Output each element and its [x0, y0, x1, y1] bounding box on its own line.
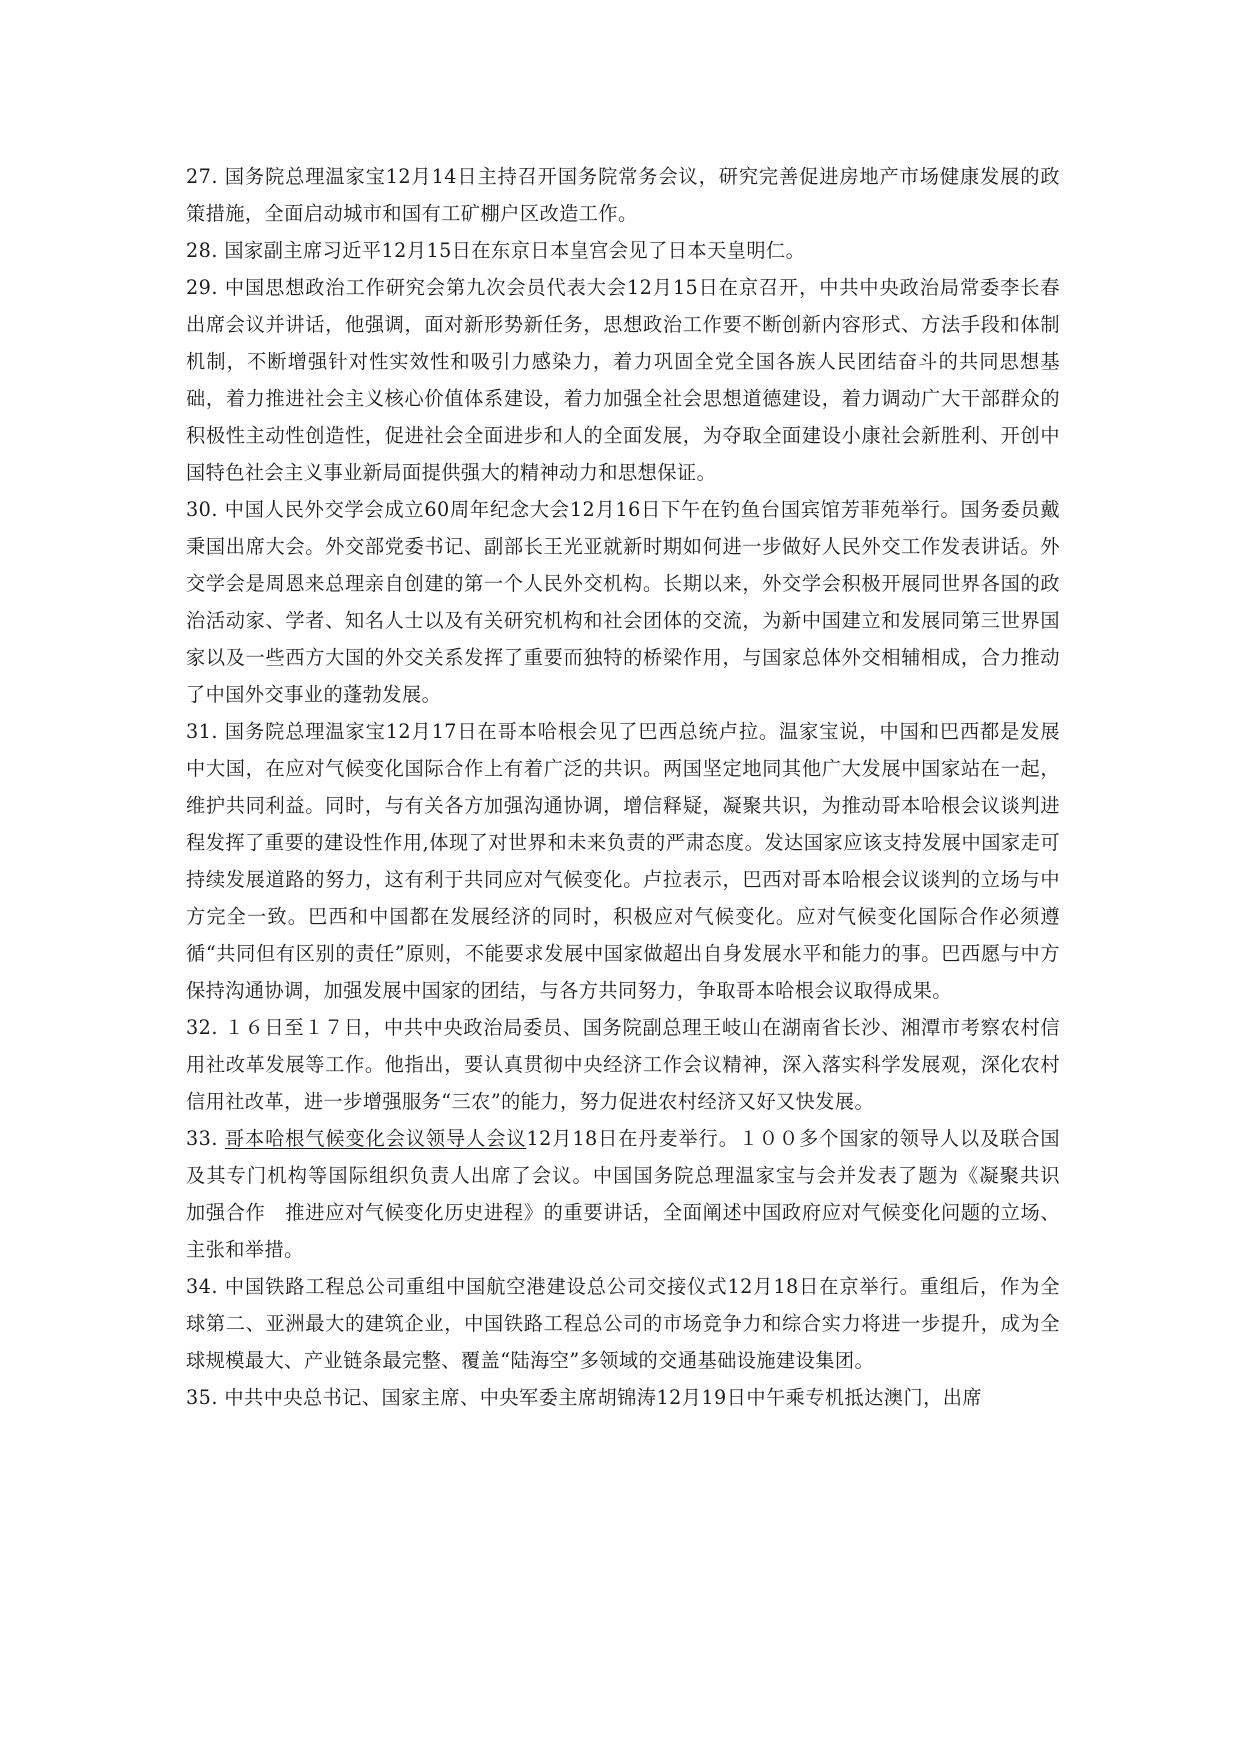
entry-33-text: 12月18日在丹麦举行。１００多个国家的领导人以及联合国及其专门机构等国际组织负责人出席了会议。中国国务院总理温家宝与会并发表了题为《凝聚共识 加强合作 推进应对气候变化历史进程》的重要讲话，全面阐述中国政府应对气候变化问题的立场、主张和举措。	[186, 1127, 1080, 1261]
entry-33-number: 33.	[186, 1127, 225, 1150]
entry-28: 28. 国家副主席习近平12月15日在东京日本皇宫会见了日本天皇明仁。	[186, 239, 806, 262]
entry-35: 35. 中共中央总书记、国家主席、中央军委主席胡锦涛12月19日中午乘专机抵达澳门，出席	[186, 1386, 982, 1409]
entry-27: 27. 国务院总理温家宝12月14日主持召开国务院常务会议，研究完善促进房地产市场健康发展的政策措施，全面启动城市和国有工矿棚户区改造工作。	[186, 165, 1060, 225]
entry-33	[186, 1120, 1080, 1268]
entry-34: 34. 中国铁路工程总公司重组中国航空港建设总公司交接仪式12月18日在京举行。重组后，作为全球第二、亚洲最大的建筑企业，中国铁路工程总公司的市场竞争力和综合实力将进一步提升，成为全球规模最大、产业链条最完整、覆盖“陆海空”多领域的交通基础设施建设集团。	[186, 1275, 1060, 1372]
entry-29: 29. 中国思想政治工作研究会第九次会员代表大会12月15日在京召开，中共中央政治局常委李长春出席会议并讲话，他强调，面对新形势新任务，思想政治工作要不断创新内容形式、方法手段和体制机制，不断增强针对性实效性和吸引力感染力，着力巩固全党全国各族人民团结奋斗的共同思想基础，着力推进社会主义核心价值体系建设，着力加强全社会思想道德建设，着力调动广大干部群众的积极性主动性创造性，促进社会全面进步和人的全面发展，为夺取全面建设小康社会新胜利、开创中国特色社会主义事业新局面提供强大的精神动力和思想保证。	[186, 276, 1060, 484]
entry-31: 31. 国务院总理温家宝12月17日在哥本哈根会见了巴西总统卢拉。温家宝说，中国和巴西都是发展中大国，在应对气候变化国际合作上有着广泛的共识。两国坚定地同其他广大发展中国家站在一起，维护共同利益。同时，与有关各方加强沟通协调，增信释疑，凝聚共识，为推动哥本哈根会议谈判进程发挥了重要的建设性作用,体现了对世界和未来负责的严肃态度。发达国家应该支持发展中国家走可持续发展道路的努力，这有利于共同应对气候变化。卢拉表示，巴西对哥本哈根会议谈判的立场与中方完全一致。巴西和中国都在发展经济的同时，积极应对气候变化。应对气候变化国际合作必须遵循“共同但有区别的责任”原则，不能要求发展中国家做超出自身发展水平和能力的事。巴西愿与中方保持沟通协调，加强发展中国家的团结，与各方共同努力，争取哥本哈根会议取得成果。	[186, 720, 1060, 1002]
document-body	[186, 158, 1080, 1416]
entry-30: 30. 中国人民外交学会成立60周年纪念大会12月16日下午在钓鱼台国宾馆芳菲苑举行。国务委员戴秉国出席大会。外交部党委书记、副部长王光亚就新时期如何进一步做好人民外交工作发表讲话。外交学会是周恩来总理亲自创建的第一个人民外交机构。长期以来，外交学会积极开展同世界各国的政治活动家、学者、知名人士以及有关研究机构和社会团体的交流，为新中国建立和发展同第三世界国家以及一些西方大国的外交关系发挥了重要而独特的桥梁作用，与国家总体外交相辅相成，合力推动了中国外交事业的蓬勃发展。	[186, 498, 1060, 706]
entry-32: 32. １６日至１７日，中共中央政治局委员、国务院副总理王岐山在湖南省长沙、湘潭市考察农村信用社改革发展等工作。他指出，要认真贯彻中央经济工作会议精神，深入落实科学发展观，深化农村信用社改革，进一步增强服务“三农”的能力，努力促进农村经济又好又快发展。	[186, 1016, 1060, 1113]
entry-33-underlined-title: 哥本哈根气候变化会议领导人会议	[224, 1127, 527, 1150]
